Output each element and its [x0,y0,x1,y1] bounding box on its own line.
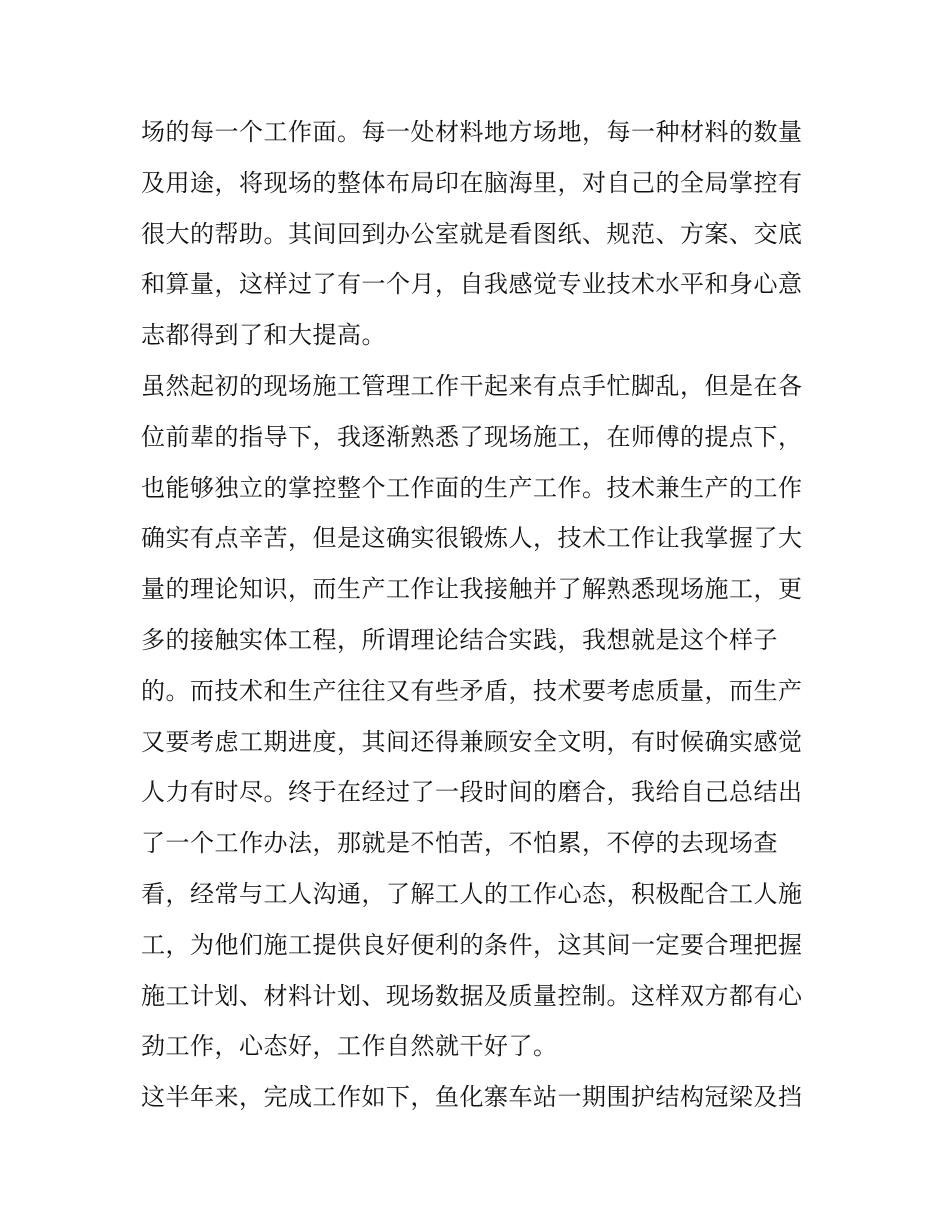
text-line: 虽然起初的现场施工管理工作干起来有点手忙脚乱，但是在各 [141,371,803,400]
text-line: 了一个工作办法，那就是不怕苦，不怕累，不停的去现场查 [141,829,778,858]
text-line: 的。而技术和生产往往又有些矛盾，技术要考虑质量，而生产 [141,676,803,705]
text-line: 和算量，这样过了有一个月，自我感觉专业技术水平和身心意 [141,270,803,299]
text-line: 多的接触实体工程，所谓理论结合实践，我想就是这个样子 [141,625,778,654]
text-line: 很大的帮助。其间回到办公室就是看图纸、规范、方案、交底 [141,219,803,248]
text-line: 人力有时尽。终于在经过了一段时间的磨合，我给自己总结出 [141,778,803,807]
text-line: 也能够独立的掌控整个工作面的生产工作。技术兼生产的工作 [141,473,803,502]
text-line: 志都得到了和大提高。 [141,321,386,350]
text-line: 场的每一个工作面。每一处材料地方场地，每一种材料的数量 [141,118,803,146]
text-line: 劲工作，心态好，工作自然就干好了。 [141,1032,558,1061]
text-line: 看，经常与工人沟通，了解工人的工作心态，积极配合工人施 [141,879,803,908]
text-line: 确实有点辛苦，但是这确实很锻炼人，技术工作让我掌握了大 [141,524,803,553]
text-line: 及用途，将现场的整体布局印在脑海里，对自己的全局掌控有 [141,168,803,197]
text-line: 又要考虑工期进度，其间还得兼顾安全文明，有时候确实感觉 [141,727,803,756]
text-line: 工，为他们施工提供良好便利的条件，这其间一定要合理把握 [141,930,803,959]
document-body-text [141,107,813,1123]
text-line: 位前辈的指导下，我逐渐熟悉了现场施工，在师傅的提点下， [141,422,803,451]
text-line: 施工计划、材料计划、现场数据及质量控制。这样双方都有心 [141,981,803,1010]
text-line: 量的理论知识，而生产工作让我接触并了解熟悉现场施工，更 [141,575,803,604]
text-line: 这半年来，完成工作如下，鱼化寨车站一期围护结构冠梁及挡 [141,1083,803,1112]
